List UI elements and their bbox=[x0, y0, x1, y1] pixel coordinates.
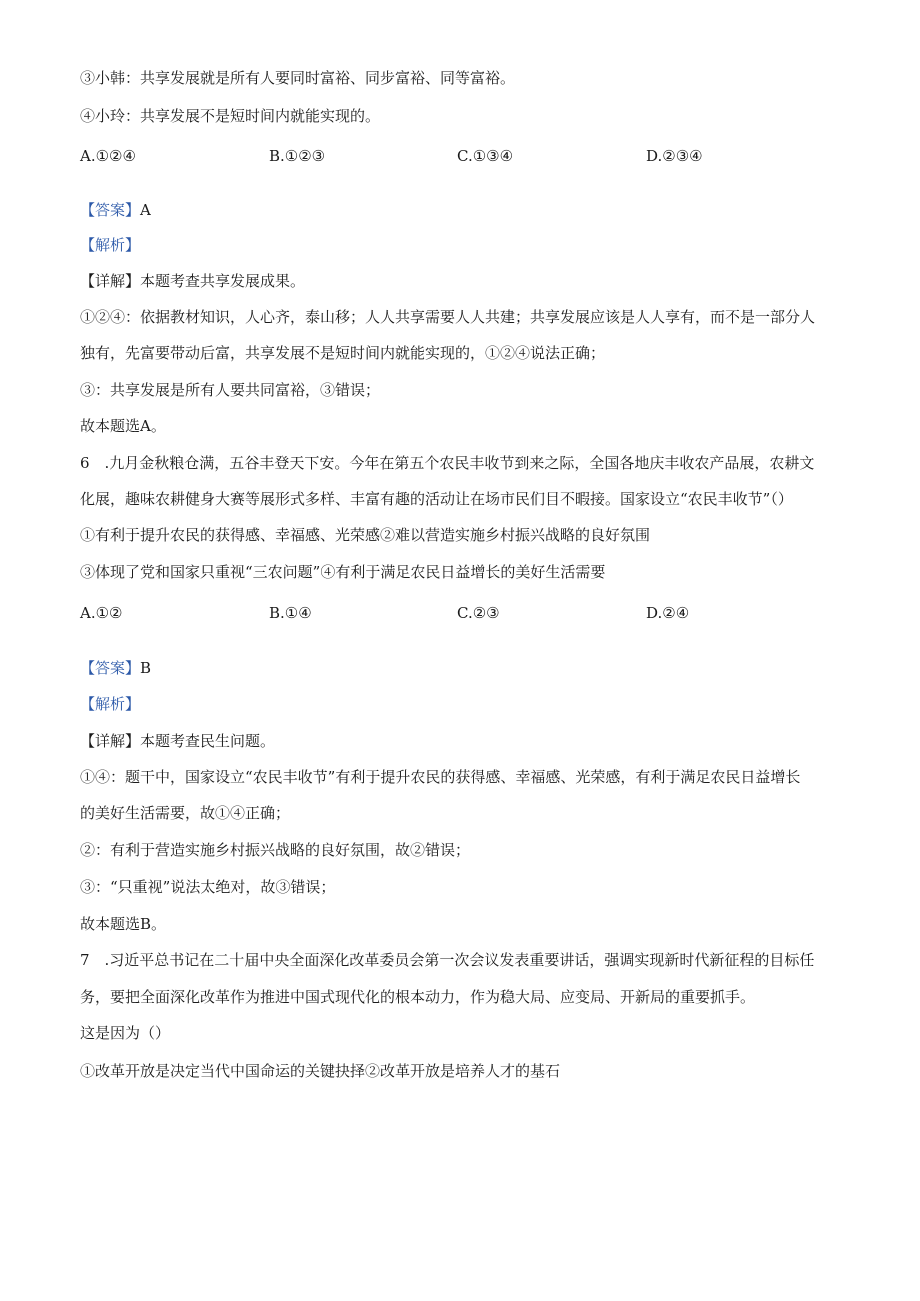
answer-tag: 【答案】 bbox=[80, 201, 141, 219]
q6-detail bbox=[80, 731, 275, 751]
q5-explanation-2: 独有，先富要带动后富，共享发展不是短时间内就能实现的，①②④说法正确； bbox=[80, 344, 606, 362]
answer-tag: 【答案】 bbox=[80, 659, 141, 677]
q5-answer bbox=[80, 200, 151, 220]
q6-stem-1: 6 .九月金秋粮仓满，五谷丰登天下安。今年在第五个农民丰收节到来之际，全国各地庆丰收农产品展，农耕文 bbox=[80, 454, 815, 472]
q5-option-d: D.②③④ bbox=[646, 147, 703, 165]
detail-text: 本题考查共享发展成果。 bbox=[140, 272, 306, 290]
detail-tag: 【详解】 bbox=[80, 272, 141, 290]
q5-option-a: A.①②④ bbox=[80, 147, 136, 165]
q5-explanation-1: ①②④：依据教材知识，人心齐，泰山移；人人共享需要人人共建；共享发展应该是人人享有，而不是一部分人 bbox=[80, 308, 816, 326]
q6-option-a: A.①② bbox=[80, 604, 123, 622]
q6-option-c: C.②③ bbox=[457, 604, 500, 622]
q5-statement-3: ③小韩：共享发展就是所有人要同时富裕、同步富裕、同等富裕。 bbox=[80, 69, 516, 87]
answer-value: A bbox=[140, 201, 151, 219]
q7-statements-1: ①改革开放是决定当代中国命运的关键抉择②改革开放是培养人才的基石 bbox=[80, 1062, 561, 1080]
q7-stem-2: 务，要把全面深化改革作为推进中国式现代化的根本动力，作为稳大局、应变局、开新局的重要抓手。 bbox=[80, 988, 756, 1006]
q6-explanation-1: ①④：题干中，国家设立“农民丰收节”有利于提升农民的获得感、幸福感、光荣感，有利于满足农民日益增长 bbox=[80, 768, 801, 786]
q6-option-d: D.②④ bbox=[646, 604, 690, 622]
q6-statements-2: ③体现了党和国家只重视“三农问题”④有利于满足农民日益增长的美好生活需要 bbox=[80, 563, 606, 581]
q5-detail bbox=[80, 271, 305, 291]
q5-conclusion: 故本题选A。 bbox=[80, 417, 166, 435]
q7-stem-3: 这是因为（） bbox=[80, 1024, 171, 1042]
q6-option-b: B.①④ bbox=[269, 604, 312, 622]
q5-option-c: C.①③④ bbox=[457, 147, 514, 165]
q6-analysis-tag: 【解析】 bbox=[80, 695, 141, 713]
q5-analysis-tag: 【解析】 bbox=[80, 236, 141, 254]
detail-tag: 【详解】 bbox=[80, 732, 141, 750]
q6-explanation-4: ③：“只重视”说法太绝对，故③错误； bbox=[80, 878, 336, 896]
q6-explanation-3: ②：有利于营造实施乡村振兴战略的良好氛围，故②错误； bbox=[80, 841, 471, 859]
q6-conclusion: 故本题选B。 bbox=[80, 915, 167, 933]
q5-option-b: B.①②③ bbox=[269, 147, 326, 165]
q6-explanation-2: 的美好生活需要，故①④正确； bbox=[80, 804, 291, 822]
q7-stem-1: 7 .习近平总书记在二十届中央全面深化改革委员会第一次会议发表重要讲话，强调实现新时代新征程的目标任 bbox=[80, 951, 815, 969]
q5-statement-4: ④小玲：共享发展不是短时间内就能实现的。 bbox=[80, 107, 381, 125]
q6-statements-1: ①有利于提升农民的获得感、幸福感、光荣感②难以营造实施乡村振兴战略的良好氛围 bbox=[80, 526, 651, 544]
detail-text: 本题考查民生问题。 bbox=[140, 732, 276, 750]
q6-stem-2: 化展，趣味农耕健身大赛等展形式多样、丰富有趣的活动让在场市民们目不暇接。国家设立“农民丰收节”（） bbox=[80, 490, 793, 508]
q6-answer bbox=[80, 658, 151, 678]
q5-explanation-3: ③：共享发展是所有人要共同富裕，③错误； bbox=[80, 381, 381, 399]
answer-value: B bbox=[140, 659, 152, 677]
